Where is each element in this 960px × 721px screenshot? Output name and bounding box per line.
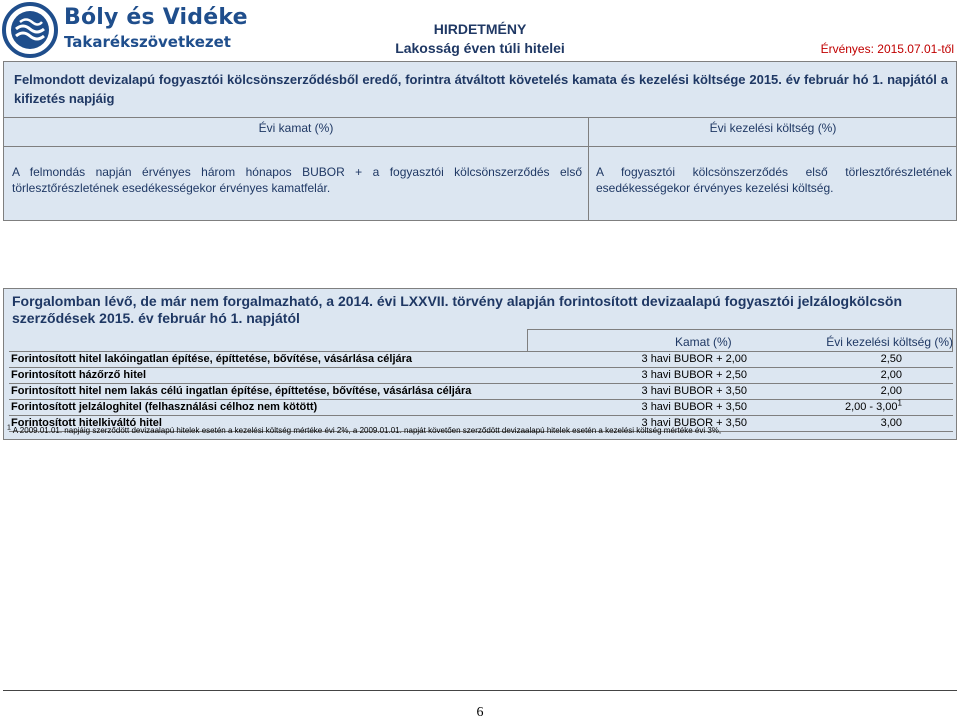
footer-divider xyxy=(3,690,957,691)
logo-subtitle: Takarékszövetkezet xyxy=(64,33,231,51)
column-header-interest: Kamat (%) xyxy=(675,335,732,349)
logo-name: Bóly és Vidéke xyxy=(64,5,248,30)
loan-type: Forintosított hitelkiváltó hitel xyxy=(11,417,162,429)
interest-description: A felmondás napján érvényes három hónapos BUBOR + a fogyasztói kölcsönszerződés első törlesztőrészletének esedékességekor érvényes kamatfelár. xyxy=(12,165,582,195)
cost-description: A fogyasztói kölcsönszerződés első törlesztőrészletének esedékességekor érvényes kezelési költség. xyxy=(596,165,952,195)
interest-rate: 3 havi BUBOR + 2,00 xyxy=(641,353,747,365)
column-header-cost: Évi kezelési költség (%) xyxy=(826,335,953,349)
table-body xyxy=(9,351,953,432)
column-header-cost: Évi kezelési költség (%) xyxy=(709,121,837,135)
divider xyxy=(4,146,956,147)
footnote-marker: 1 xyxy=(7,424,11,432)
loan-type: Forintosított házőrző hitel xyxy=(11,369,147,381)
interest-rate: 3 havi BUBOR + 2,50 xyxy=(641,369,747,381)
management-cost-value: 2,00 xyxy=(880,385,902,397)
management-cost xyxy=(749,352,902,367)
page-subtitle: Lakosság éven túli hitelei xyxy=(395,40,565,56)
table-row xyxy=(9,399,953,415)
bank-logo xyxy=(2,2,248,58)
table-row xyxy=(9,383,953,399)
management-cost-value: 2,00 - 3,00 xyxy=(844,401,898,413)
management-cost-value: 3,00 xyxy=(880,417,902,429)
loan-type: Forintosított hitel nem lakás célú ingatlan építése, építtetése, bővítése, vásárlása céljára xyxy=(11,385,472,397)
management-cost xyxy=(749,416,902,431)
management-cost xyxy=(749,368,902,383)
validity-date: Érvényes: 2015.07.01-től xyxy=(820,42,954,56)
loan-type: Forintosított jelzáloghitel (felhasználási célhoz nem kötött) xyxy=(11,401,318,413)
logo-emblem-icon xyxy=(2,2,60,58)
management-cost xyxy=(749,384,902,399)
page-title: HIRDETMÉNY xyxy=(433,21,527,37)
section-forintised-loans xyxy=(3,288,957,440)
footnote xyxy=(7,426,721,435)
section-converted-claims xyxy=(3,61,957,221)
column-header-interest: Évi kamat (%) xyxy=(258,121,334,135)
footnote-text: A 2009.01.01. napjáig szerződött devizaalapú hitelek esetén a kezelési költség mértéke évi 2%, a 2009.01.01. napját követően szerződött devizaalapú hitelek esetén a kezelési költség mértéke évi 3%, xyxy=(10,426,722,435)
divider xyxy=(4,117,956,118)
management-cost-value: 2,50 xyxy=(880,353,902,365)
section-title: Felmondott devizalapú fogyasztói kölcsönszerződésből eredő, forintra átváltott követelés kamata és kezelési költsége 2015. év február hó 1. napjától a kifizetés napjáig xyxy=(14,72,948,106)
management-cost xyxy=(749,400,902,415)
footnote-marker: 1 xyxy=(897,398,902,408)
loan-type: Forintosított hitel lakóingatlan építése, építtetése, bővítése, vásárlása céljára xyxy=(11,353,413,365)
table-row xyxy=(9,351,953,367)
interest-rate: 3 havi BUBOR + 3,50 xyxy=(641,417,747,429)
interest-rate: 3 havi BUBOR + 3,50 xyxy=(641,385,747,397)
table-row xyxy=(9,367,953,383)
interest-rate: 3 havi BUBOR + 3,50 xyxy=(641,401,747,413)
management-cost-value: 2,00 xyxy=(880,369,902,381)
page-number: 6 xyxy=(476,705,484,720)
section-title: Forgalomban lévő, de már nem forgalmazható, a 2014. évi LXXVII. törvény alapján forintosított devizaalapú fogyasztói jelzálogkölcsön szerződések 2015. év február hó 1. napjától xyxy=(12,293,902,326)
